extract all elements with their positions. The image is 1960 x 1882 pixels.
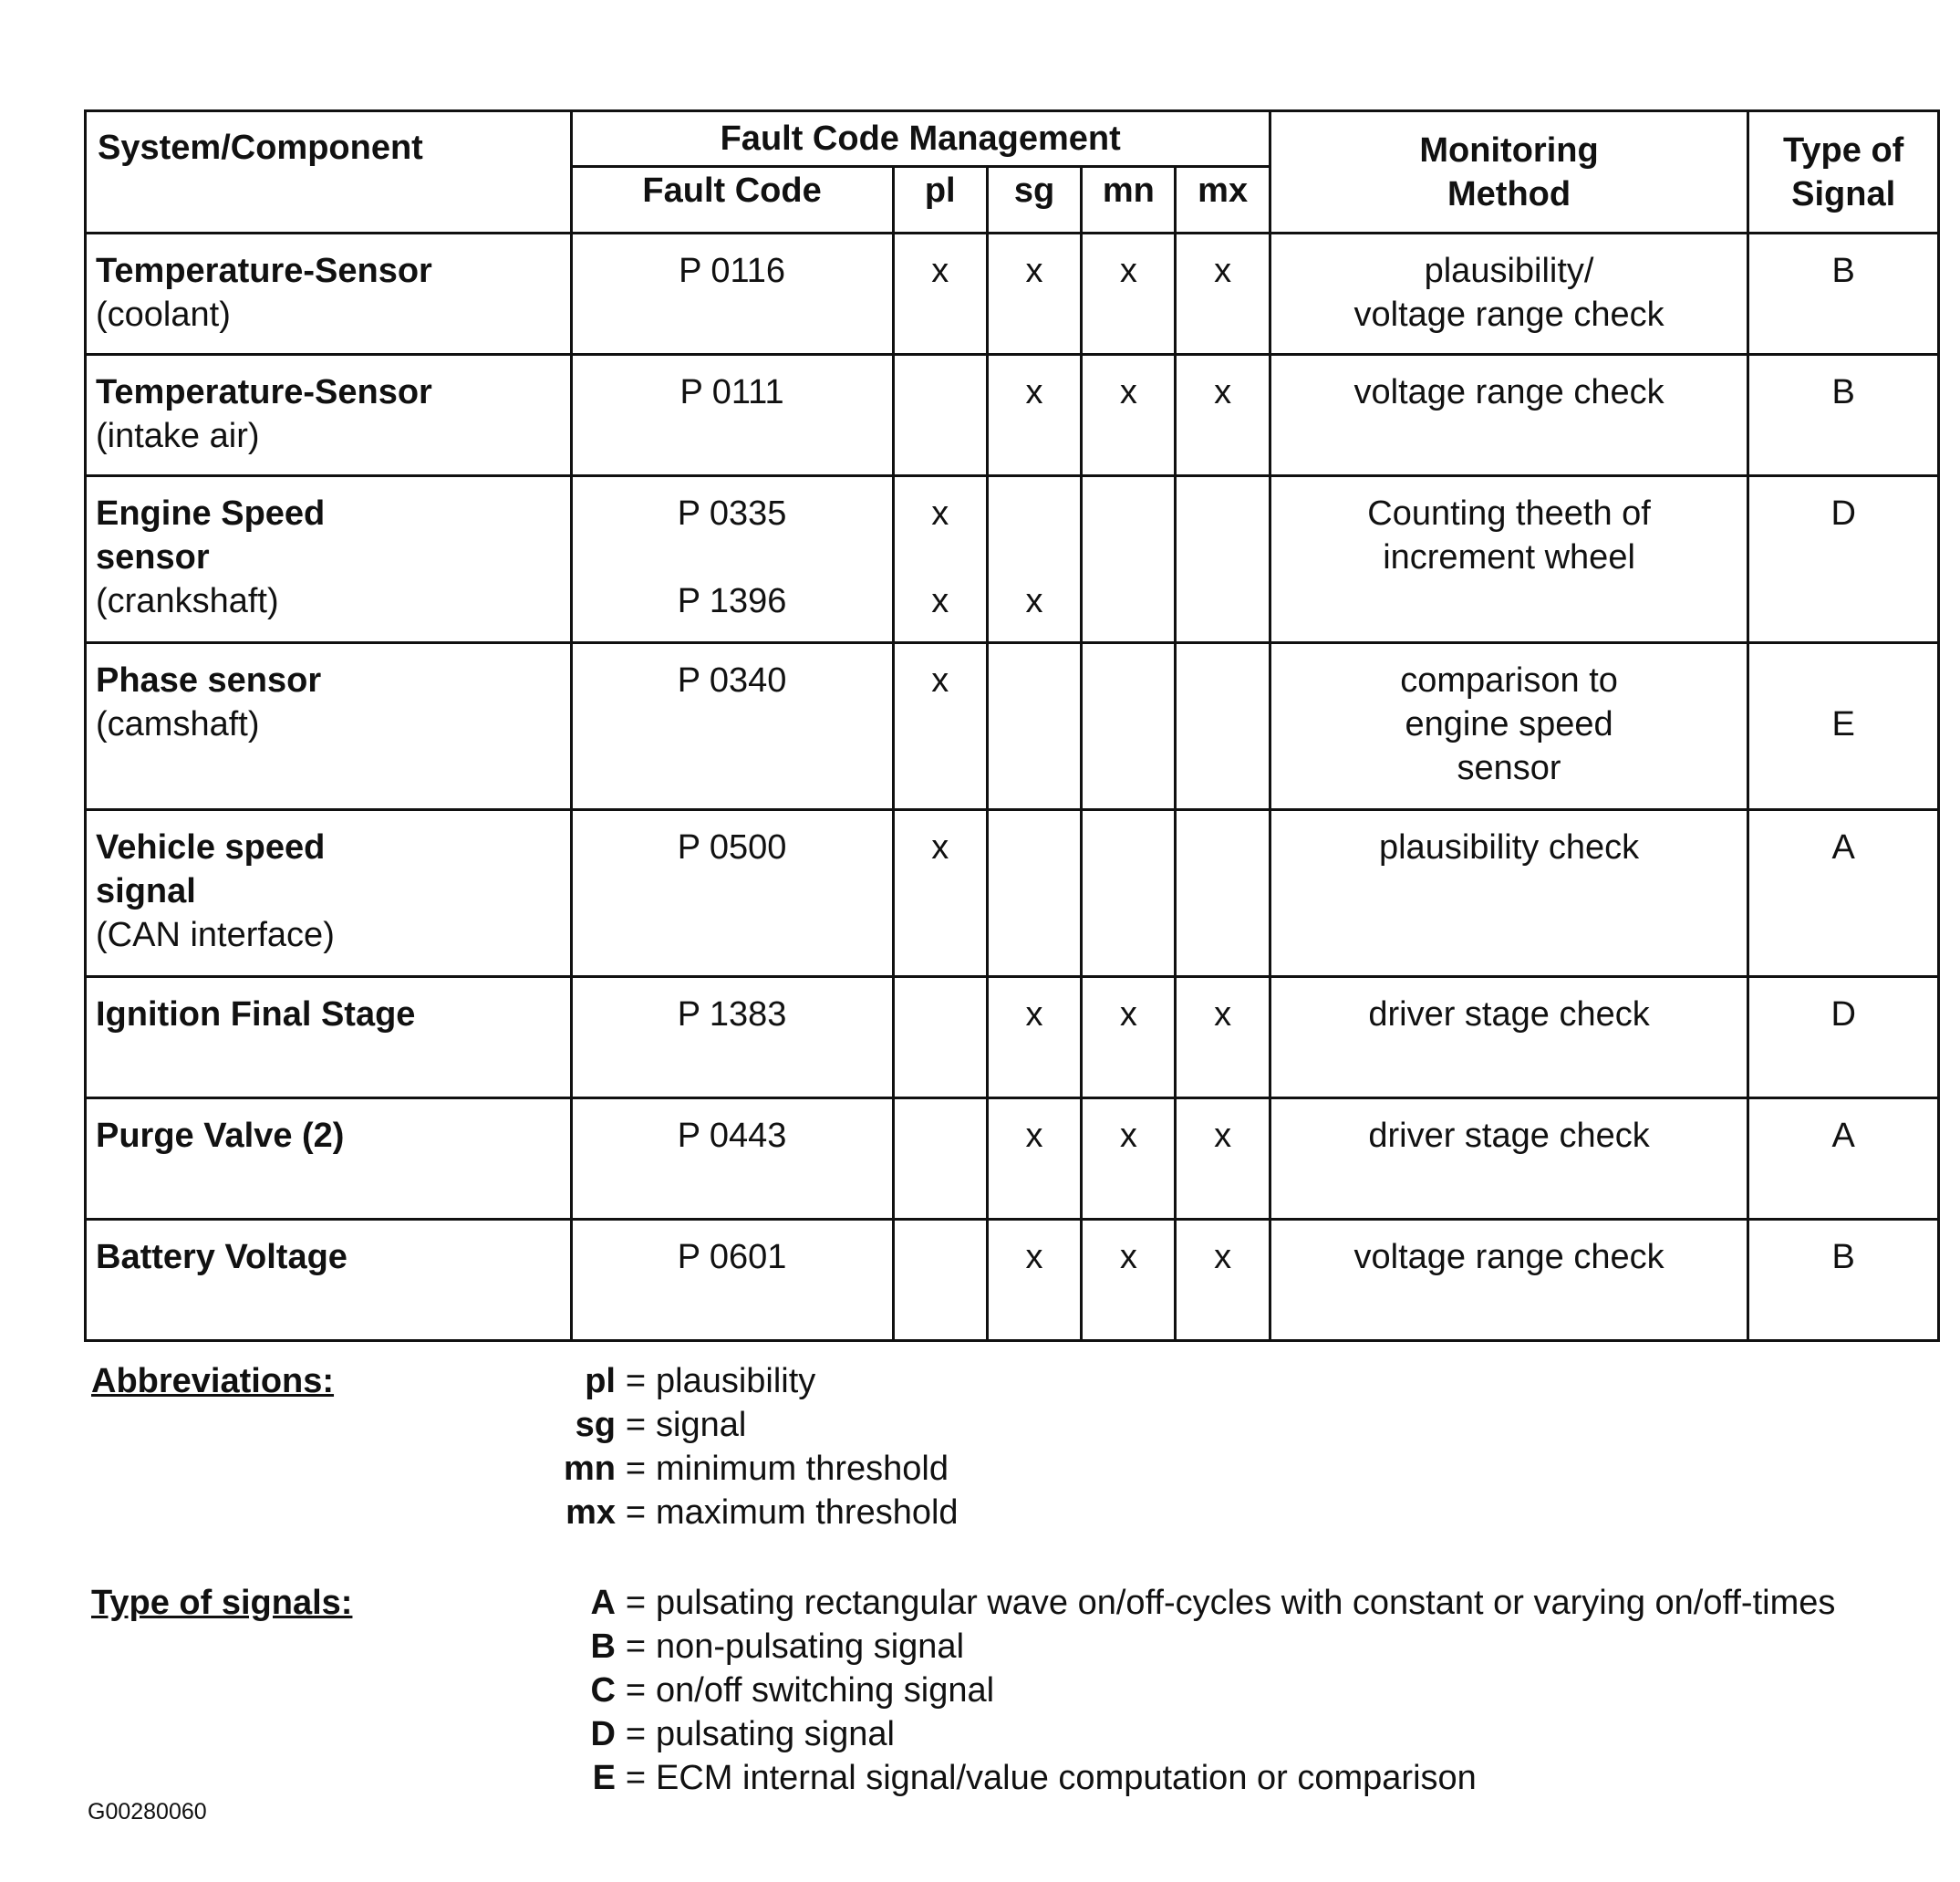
signal-type: B <box>1831 373 1855 411</box>
mx-flag-cell <box>1176 977 1270 1098</box>
sg-flag-cell <box>987 476 1081 643</box>
sg-flag-mark <box>989 492 1080 535</box>
signal-types-title: Type of signals: <box>91 1584 353 1622</box>
legend-key: C <box>590 1671 616 1710</box>
abbreviations-list <box>456 1359 959 1534</box>
system-component-cell <box>86 1098 572 1220</box>
table-row <box>86 355 1939 476</box>
mx-flag-mark: x <box>1214 1238 1232 1276</box>
table-row <box>86 810 1939 977</box>
fault-code: P 0116 <box>679 252 786 290</box>
mx-flag-mark: x <box>1214 373 1232 411</box>
monitoring-method-line: voltage range check <box>1353 373 1664 411</box>
pl-flag-cell <box>893 1098 987 1220</box>
legend-key: pl <box>585 1362 616 1400</box>
monitoring-method-cell <box>1270 643 1748 810</box>
figure-id: G00280060 <box>88 1799 207 1825</box>
fault-code-table <box>84 109 1940 1342</box>
monitoring-method-line: Counting theeth of <box>1367 494 1651 533</box>
monitoring-method-cell <box>1270 234 1748 355</box>
sg-flag-mark: x <box>1025 995 1043 1034</box>
system-name: signal <box>96 872 196 910</box>
legend-equals: = <box>625 1362 647 1400</box>
legend-key: E <box>592 1759 616 1797</box>
monitoring-method-cell <box>1270 1220 1748 1341</box>
signal-type-cell <box>1748 1098 1939 1220</box>
legend-value: plausibility <box>656 1362 816 1400</box>
header-monitoring-line-2: Method <box>1447 174 1571 213</box>
legend-key: mx <box>565 1493 616 1532</box>
fault-code-cell <box>571 1098 893 1220</box>
signal-type-cell <box>1748 643 1939 810</box>
fault-code: P 0500 <box>677 828 787 867</box>
sg-flag-mark: x <box>1025 1117 1043 1155</box>
mx-flag-mark: x <box>1214 252 1232 290</box>
fault-code-cell <box>571 1220 893 1341</box>
mn-flag-mark: x <box>1119 995 1137 1034</box>
legend-equals: = <box>625 1406 647 1444</box>
pl-flag-mark: x <box>931 828 949 867</box>
fault-code-cell <box>571 355 893 476</box>
legend-row <box>456 1491 959 1534</box>
signal-type-cell <box>1748 476 1939 643</box>
system-name: Ignition Final Stage <box>96 995 416 1034</box>
fault-code-spacer <box>573 535 892 579</box>
sg-flag-cell <box>987 234 1081 355</box>
fault-code: P 1396 <box>677 582 787 620</box>
fault-code-cell <box>571 977 893 1098</box>
legend-row <box>456 1359 959 1403</box>
header-sg: sg <box>987 167 1081 234</box>
signal-type: D <box>1830 995 1856 1034</box>
mn-flag-mark <box>1083 492 1174 535</box>
monitoring-method-cell <box>1270 355 1748 476</box>
signal-type-cell <box>1748 977 1939 1098</box>
monitoring-method-line: comparison to <box>1400 661 1618 700</box>
sg-flag-mark: x <box>1025 252 1043 290</box>
pl-flag-mark: x <box>931 661 949 700</box>
legend-equals: = <box>625 1493 647 1532</box>
system-name: Battery Voltage <box>96 1238 347 1276</box>
sg-flag-mark: x <box>1025 1238 1043 1276</box>
pl-flag-cell <box>893 643 987 810</box>
legend-row <box>456 1581 1835 1625</box>
monitoring-method-line: driver stage check <box>1368 1117 1650 1155</box>
header-type-of-signal <box>1748 111 1939 234</box>
table-row <box>86 1098 1939 1220</box>
monitoring-method-line: plausibility check <box>1378 828 1640 867</box>
mn-flag-cell <box>1082 476 1176 643</box>
mx-flag-mark: x <box>1214 995 1232 1034</box>
signal-type-cell <box>1748 1220 1939 1341</box>
monitoring-method-line: driver stage check <box>1368 995 1650 1034</box>
pl-flag-cell <box>893 1220 987 1341</box>
header-pl: pl <box>893 167 987 234</box>
pl-flag-mark: x <box>931 252 949 290</box>
monitoring-method-line: increment wheel <box>1383 538 1635 577</box>
system-name: Temperature-Sensor <box>96 373 432 411</box>
pl-flag-cell <box>893 355 987 476</box>
signal-type: E <box>1831 705 1855 743</box>
sg-flag-cell <box>987 1098 1081 1220</box>
sg-flag-mark <box>989 659 1080 702</box>
pl-flag-mark <box>895 1235 986 1279</box>
system-name: Temperature-Sensor <box>96 252 432 290</box>
table-row <box>86 476 1939 643</box>
legend-key: B <box>590 1627 616 1666</box>
monitoring-method-cell <box>1270 977 1748 1098</box>
header-fault-code: Fault Code <box>571 167 893 234</box>
fault-code-cell <box>571 810 893 977</box>
mn-flag-cell <box>1082 977 1176 1098</box>
legend-key: D <box>590 1715 616 1753</box>
legend-row <box>456 1403 959 1447</box>
legend-value: signal <box>656 1406 747 1444</box>
pl-flag-cell <box>893 810 987 977</box>
system-name: Phase sensor <box>96 661 322 700</box>
monitoring-method-line: voltage range check <box>1353 296 1664 334</box>
signal-type-cell <box>1748 355 1939 476</box>
fault-code: P 0340 <box>677 661 787 700</box>
table-row <box>86 234 1939 355</box>
fault-code: P 0601 <box>677 1238 787 1276</box>
signal-type-cell <box>1748 810 1939 977</box>
mx-flag-cell <box>1176 476 1270 643</box>
signal-type: A <box>1831 828 1855 867</box>
monitoring-method-cell <box>1270 476 1748 643</box>
mn-flag-mark: x <box>1119 373 1137 411</box>
signal-type-cell <box>1748 234 1939 355</box>
header-monitoring-method <box>1270 111 1748 234</box>
monitoring-method-line: sensor <box>1457 749 1561 787</box>
legend-key: mn <box>564 1450 616 1488</box>
table-row <box>86 977 1939 1098</box>
header-monitoring-line-1: Monitoring <box>1419 130 1599 170</box>
system-component-cell <box>86 810 572 977</box>
sg-flag-mark: x <box>1025 373 1043 411</box>
monitoring-method-cell <box>1270 810 1748 977</box>
header-type-line-2: Signal <box>1791 174 1896 213</box>
table-body <box>86 234 1939 1341</box>
system-name: sensor <box>96 538 210 577</box>
legend-equals: = <box>625 1627 647 1666</box>
mn-flag-cell <box>1082 1098 1176 1220</box>
sg-flag-mark <box>989 826 1080 869</box>
fault-code-cell <box>571 643 893 810</box>
legend-value: minimum threshold <box>656 1450 949 1488</box>
fault-code: P 0335 <box>677 494 787 533</box>
header-fault-code-management: Fault Code Management <box>571 111 1270 167</box>
pl-flag-mark <box>895 1114 986 1158</box>
mn-flag-mark: x <box>1119 1117 1137 1155</box>
mn-flag-mark: x <box>1119 1238 1137 1276</box>
legend-equals: = <box>625 1584 647 1622</box>
legend-row <box>456 1756 1835 1800</box>
fault-code: P 0443 <box>677 1117 787 1155</box>
abbreviations-title: Abbreviations: <box>91 1362 335 1400</box>
system-component-cell <box>86 643 572 810</box>
mn-flag-cell <box>1082 810 1176 977</box>
legend-value: pulsating signal <box>656 1715 895 1753</box>
monitoring-method-line: engine speed <box>1405 705 1613 743</box>
legend-equals: = <box>625 1671 647 1710</box>
header-type-line-1: Type of <box>1783 130 1904 170</box>
sg-flag-cell <box>987 643 1081 810</box>
mn-flag-mark <box>1083 659 1174 702</box>
monitoring-method-cell <box>1270 1098 1748 1220</box>
pl-flag-cell <box>893 234 987 355</box>
header-mn: mn <box>1082 167 1176 234</box>
pl-flag-mark: x <box>931 494 949 533</box>
pl-flag-mark <box>895 993 986 1036</box>
sg-flag-cell <box>987 810 1081 977</box>
pl-flag-mark <box>895 535 986 579</box>
system-detail: (camshaft) <box>96 705 260 743</box>
signal-type-spacer <box>1749 659 1937 702</box>
monitoring-method-line: voltage range check <box>1353 1238 1664 1276</box>
mx-flag-mark: x <box>1214 1117 1232 1155</box>
legend-value: on/off switching signal <box>656 1671 995 1710</box>
fault-code: P 0111 <box>679 373 784 411</box>
mx-flag-cell <box>1176 810 1270 977</box>
fault-code-cell <box>571 234 893 355</box>
pl-flag-cell <box>893 476 987 643</box>
pl-flag-mark: x <box>931 582 949 620</box>
pl-flag-cell <box>893 977 987 1098</box>
sg-flag-mark <box>989 535 1080 579</box>
system-name: Engine Speed <box>96 494 326 533</box>
header-mx: mx <box>1176 167 1270 234</box>
monitoring-method-line: plausibility/ <box>1424 252 1594 290</box>
table-row <box>86 643 1939 810</box>
sg-flag-cell <box>987 977 1081 1098</box>
system-component-cell <box>86 234 572 355</box>
legend-row <box>456 1712 1835 1756</box>
table-row <box>86 1220 1939 1341</box>
pl-flag-mark <box>895 370 986 414</box>
fault-code-cell <box>571 476 893 643</box>
system-detail: (CAN interface) <box>96 916 335 954</box>
legend-key: sg <box>575 1406 616 1444</box>
mn-flag-mark <box>1083 826 1174 869</box>
system-detail: (crankshaft) <box>96 582 279 620</box>
legend-value: ECM internal signal/value computation or comparison <box>656 1759 1477 1797</box>
legend-value: maximum threshold <box>656 1493 959 1532</box>
legend-value: pulsating rectangular wave on/off-cycles with constant or varying on/off-times <box>656 1584 1836 1622</box>
system-name: Vehicle speed <box>96 828 326 867</box>
mx-flag-cell <box>1176 1098 1270 1220</box>
legend-row <box>456 1625 1835 1669</box>
legend-equals: = <box>625 1450 647 1488</box>
fault-code: P 1383 <box>677 995 787 1034</box>
mx-flag-mark <box>1177 659 1268 702</box>
mx-flag-cell <box>1176 1220 1270 1341</box>
sg-flag-cell <box>987 1220 1081 1341</box>
mx-flag-mark <box>1177 826 1268 869</box>
mx-flag-cell <box>1176 234 1270 355</box>
signal-type: D <box>1830 494 1856 533</box>
system-component-cell <box>86 1220 572 1341</box>
mn-flag-mark: x <box>1119 252 1137 290</box>
header-system-component: System/Component <box>86 111 572 234</box>
mn-flag-cell <box>1082 234 1176 355</box>
sg-flag-cell <box>987 355 1081 476</box>
legend-equals: = <box>625 1759 647 1797</box>
legend-value: non-pulsating signal <box>656 1627 965 1666</box>
system-component-cell <box>86 355 572 476</box>
signal-type: B <box>1831 252 1855 290</box>
system-detail: (coolant) <box>96 296 231 334</box>
mx-flag-cell <box>1176 643 1270 810</box>
system-component-cell <box>86 476 572 643</box>
legend-equals: = <box>625 1715 647 1753</box>
mn-flag-cell <box>1082 643 1176 810</box>
signal-types-list <box>456 1581 1835 1800</box>
mx-flag-mark <box>1177 492 1268 535</box>
signal-type: A <box>1831 1117 1855 1155</box>
mn-flag-cell <box>1082 1220 1176 1341</box>
mx-flag-cell <box>1176 355 1270 476</box>
legend-row <box>456 1669 1835 1712</box>
signal-type: B <box>1831 1238 1855 1276</box>
system-name: Purge Valve (2) <box>96 1117 345 1155</box>
legend-key: A <box>590 1584 616 1622</box>
system-component-cell <box>86 977 572 1098</box>
legend-row <box>456 1447 959 1491</box>
sg-flag-mark: x <box>1025 582 1043 620</box>
mn-flag-cell <box>1082 355 1176 476</box>
system-detail: (intake air) <box>96 417 260 455</box>
